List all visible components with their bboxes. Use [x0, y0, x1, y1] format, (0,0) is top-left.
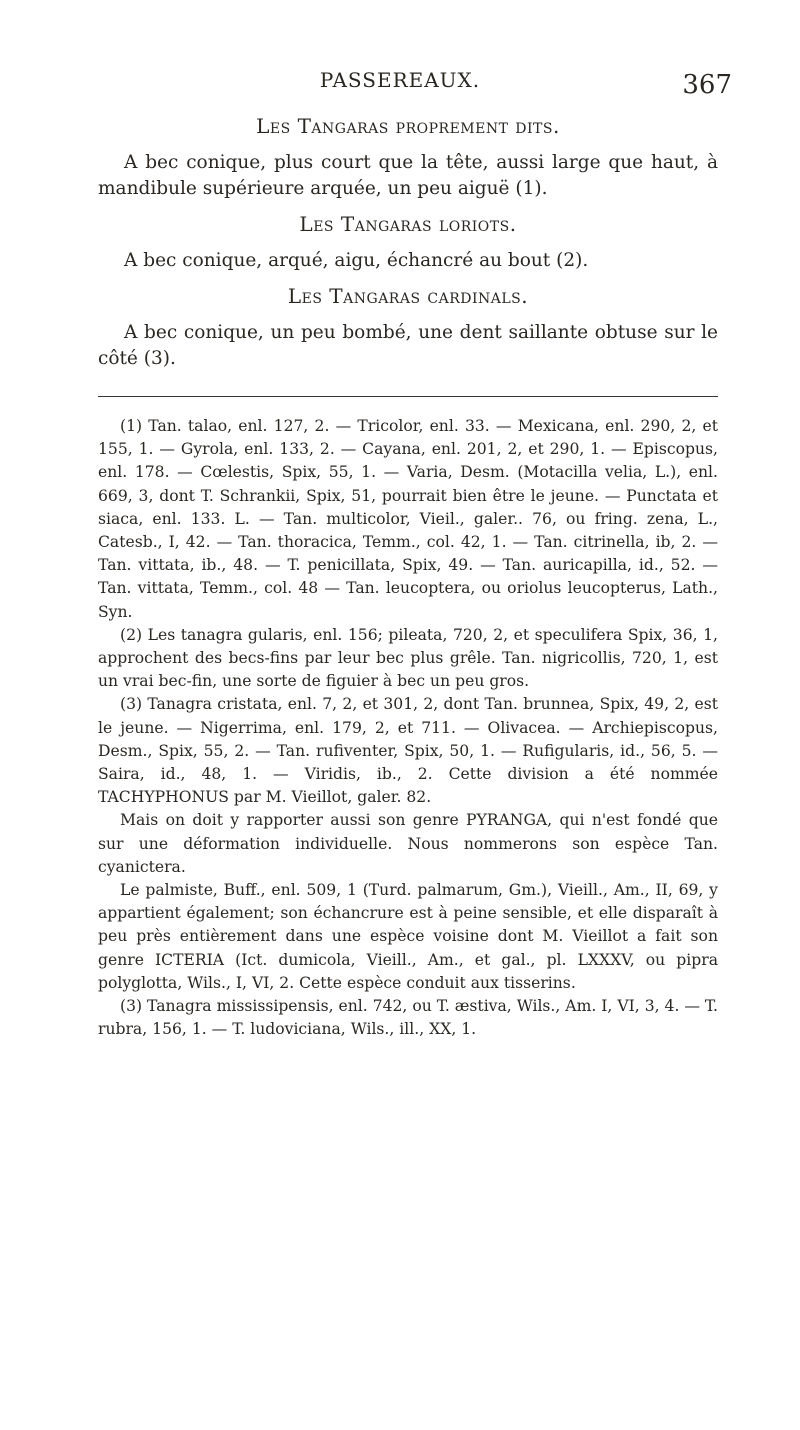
page-number: 367: [682, 70, 732, 100]
section-heading: Les Tangaras proprement dits.: [256, 114, 560, 138]
section-heading: Les Tangaras cardinals.: [287, 284, 529, 308]
page-header: [0, 68, 800, 108]
footnote: Mais on doit y rapporter aussi son genre PYRANGA, qui n'est fondé que sur une déformation individuelle. Nous nommerons son espèce Tan. cyanictera.: [98, 811, 718, 876]
running-head: PASSEREAUX.: [319, 68, 481, 92]
section-text: A bec conique, un peu bombé, une dent saillante obtuse sur le côté (3).: [98, 322, 718, 369]
footnote: (2) Les tanagra gularis, enl. 156; pileata, 720, 2, et speculifera Spix, 36, 1, approchent des becs-fins par leur bec plus grêle. Tan. nigricollis, 720, 1, est un vrai bec-fin, une sorte de figuier à bec un peu gros.: [98, 625, 718, 691]
footnote: (3) Tanagra cristata, enl. 7, 2, et 301, 2, dont Tan. brunnea, Spix, 49, 2, est le jeune. — Nigerrima, enl. 179, 2, et 711. — Olivacea. — Archiepiscopus, Desm., Spix, 55, 2. — Tan. rufiventer, Spix, 50, 1. — Rufigularis, id., 56, 5. — Saira, id., 48, 1. — Viridis, ib., 2. Cette division a été nommée TACHYPHONUS par M. Vieillot, galer. 82.: [98, 695, 718, 807]
footnote-rule: [98, 396, 718, 397]
section-text: A bec conique, plus court que la tête, aussi large que haut, à mandibule supérieure arquée, un peu aiguë (1).: [98, 152, 718, 199]
footnote: (1) Tan. talao, enl. 127, 2. — Tricolor, enl. 33. — Mexicana, enl. 290, 2, et 155, 1. — Gyrola, enl. 133, 2. — Cayana, enl. 201, 2, et 290, 1. — Episcopus, enl. 178. — Cœlestis, Spix, 55, 1. — Varia, Desm. (Motacilla velia, L.), enl. 669, 3, dont T. Schrankii, Spix, 51, pourrait bien être le jeune. — Punctata et siaca, enl. 133. L. — Tan. multicolor, Vieil., galer.. 76, ou fring. zena, L., Catesb., I, 42. — Tan. thoracica, Temm., col. 42, 1. — Tan. citrinella, ib, 2. — Tan. vittata, ib., 48. — T. penicillata, Spix, 49. — Tan. auricapilla, id., 52. — Tan. vittata, Temm., col. 48 — Tan. leucoptera, ou oriolus leucopterus, Lath., Syn.: [98, 417, 718, 621]
footnote: (3) Tanagra mississipensis, enl. 742, ou T. æstiva, Wils., Am. I, VI, 3, 4. — T. rubra, 156, 1. — T. ludoviciana, Wils., ill., XX, 1.: [98, 997, 718, 1039]
section-heading: Les Tangaras loriots.: [299, 212, 517, 236]
page-body: [98, 108, 718, 1041]
footnote: Le palmiste, Buff., enl. 509, 1 (Turd. palmarum, Gm.), Vieill., Am., II, 69, y appartient également; son échancrure est à peine sensible, et elle disparaît à peu près entièrement dans une espèce voisine dont M. Vieillot a fait son genre ICTERIA (Ict. dumicola, Vieill., Am., et gal., pl. LXXXV, ou pipra polyglotta, Wils., I, VI, 2. Cette espèce conduit aux tisserins.: [98, 881, 718, 992]
section-text: A bec conique, arqué, aigu, échancré au bout (2).: [124, 250, 589, 271]
